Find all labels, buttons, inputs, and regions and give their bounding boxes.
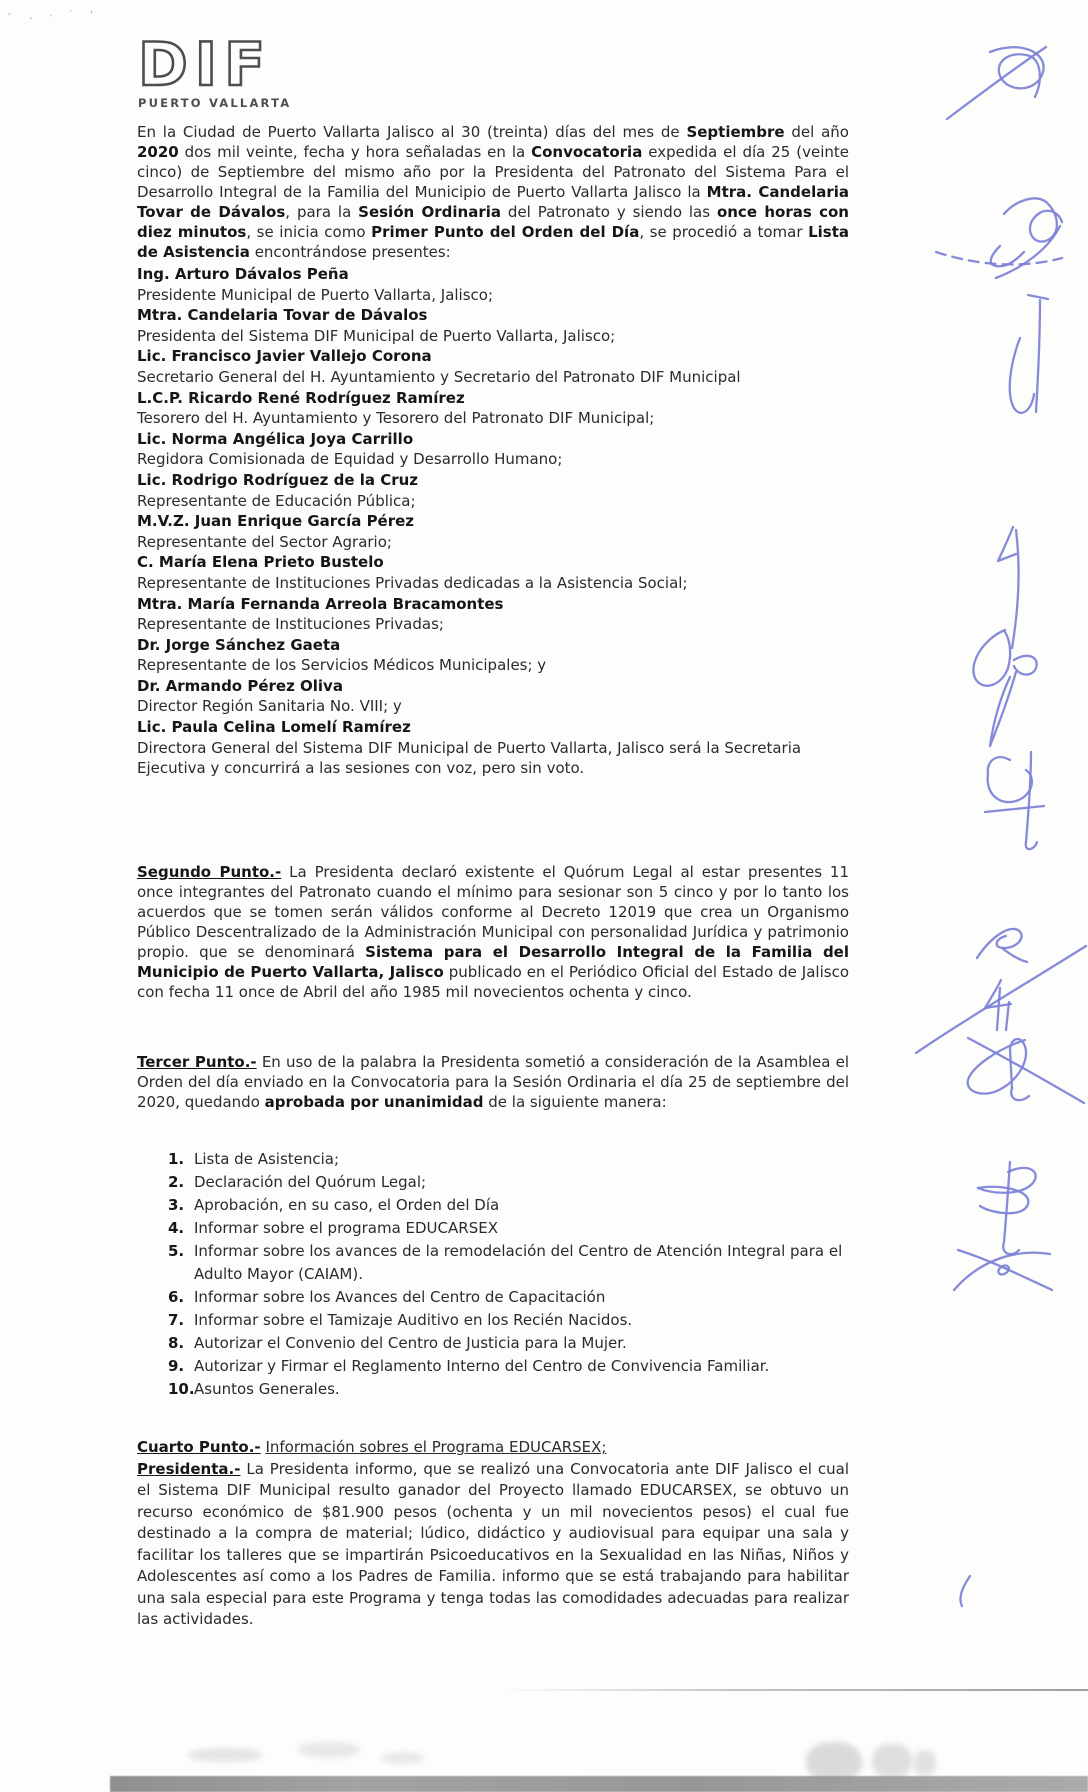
scan-artifact-line — [500, 1689, 1088, 1691]
agenda-list — [137, 1148, 849, 1401]
agenda-number: 9. — [168, 1357, 185, 1375]
agenda-item — [168, 1309, 849, 1332]
attendee-name: Ing. Arturo Dávalos Peña — [137, 265, 349, 283]
signature-ink-3b — [1036, 300, 1040, 412]
signature-ink-1 — [947, 47, 1046, 119]
pen-corner-marks: ″ , . · , — [7, 3, 101, 24]
agenda-item — [168, 1332, 849, 1355]
signature-ink-slash-2 — [968, 1038, 1084, 1103]
agenda-text: Aprobación, en su caso, el Orden del Día — [194, 1196, 500, 1214]
signature-ink-8b — [1011, 1088, 1029, 1100]
agenda-item — [168, 1286, 849, 1309]
agenda-number: 4. — [168, 1219, 185, 1237]
signature-ink-1b — [990, 47, 1044, 97]
attendee-entry — [137, 346, 849, 387]
fourth-point-paragraph: Cuarto Punto.- Información sobres el Programa EDUCARSEX; Presidenta.- La Presidenta informo, que se realizó una Convocatoria ante DIF Jalisco el cual el Sistema DIF Municipal resulto ganador del Proyecto llamado EDUCARSEX, se obtuvo un recurso económico de $81.900 pesos (ochenta y un mil novecientos pesos) el cual fue destinado a la compra de material; lúdico, didáctico y audiovisual para equipar una sala y facilitar los talleres que se impartirán Psicoeducativos en la Sexualidad en las Niñas, Niños y Adolescentes así como a los Padres de Familia. informo que se está trabajando para habilitar una sala especial para este Programa y tenga todas las comodidades adecuadas para realizar las actividades. — [137, 1438, 849, 1628]
agenda-item — [168, 1240, 849, 1286]
attendee-role: Representante de los Servicios Médicos Municipales; y — [137, 656, 547, 675]
attendee-entry — [137, 717, 849, 779]
signature-ink-2d — [936, 252, 1062, 264]
attendee-name: Dr. Jorge Sánchez Gaeta — [137, 635, 341, 654]
agenda-number: 3. — [168, 1196, 185, 1214]
agenda-text: Autorizar el Convenio del Centro de Justicia para la Mujer. — [194, 1334, 627, 1352]
attendee-entry — [137, 635, 849, 676]
attendee-name: L.C.P. Ricardo René Rodríguez Ramírez — [137, 388, 465, 407]
third-point-paragraph: Tercer Punto.- En uso de la palabra la Presidenta sometió a consideración de la Asamblea el Orden del día enviado en la Convocatoria para la Sesión Ordinaria el día 25 de septiembre del 2020, quedando aprobada por unanimidad de la siguiente manera: — [137, 1053, 849, 1111]
attendee-name: Dr. Armando Pérez Oliva — [137, 676, 343, 695]
second-point-paragraph: Segundo Punto.- La Presidenta declaró existente el Quórum Legal al estar presentes 11 once integrantes del Patronato cuando el mínimo para sesionar son 5 cinco y por lo tanto los acuerdos que se tomen serán válidos conforme al Decreto 12019 que crea un Organismo Público Descentralizado de la Administración Municipal con personalidad Jurídica y patrimonio propio. que se denominará Sistema para el Desarrollo Integral de la Familia del Municipio de Puerto Vallarta, Jalisco publicado en el Periódico Oficial del Estado de Jalisco con fecha 11 once de Abril del año 1985 mil novecientos ochenta y cinco. — [137, 863, 849, 1001]
agenda-text: Asuntos Generales. — [194, 1380, 340, 1398]
attendee-name: Lic. Norma Angélica Joya Carrillo — [137, 429, 414, 448]
signature-ink-3c — [1010, 338, 1034, 413]
attendee-entry — [137, 552, 849, 593]
attendee-entry — [137, 264, 849, 305]
signature-ink-7 — [985, 980, 1011, 1008]
attendee-list — [137, 264, 849, 779]
signature-ink-9 — [1003, 1162, 1019, 1254]
signature-ink-3 — [1028, 295, 1048, 299]
agenda-item — [168, 1355, 849, 1378]
scan-artifact-smudge — [914, 1750, 936, 1776]
signature-ink-2c — [991, 246, 1024, 266]
signature-ink-2b — [996, 226, 1060, 278]
attendee-role: Tesorero del H. Ayuntamiento y Tesorero del Patronato DIF Municipal; — [137, 409, 655, 428]
signature-ink-11 — [960, 1576, 970, 1606]
attendee-role: Secretario General del H. Ayuntamiento y Secretario del Patronato DIF Municipal — [137, 367, 741, 386]
agenda-text: Informar sobre el programa EDUCARSEX — [194, 1219, 498, 1237]
scan-artifact-smudge — [188, 1748, 262, 1762]
attendee-name: Lic. Francisco Javier Vallejo Corona — [137, 347, 432, 366]
dif-logo-subtitle: PUERTO VALLARTA — [138, 96, 292, 110]
signature-ink-4c — [973, 630, 1010, 686]
signature-ink-5b — [1026, 752, 1037, 849]
attendee-role: Representante de Instituciones Privadas; — [137, 615, 444, 634]
signature-ink-6b — [1002, 948, 1027, 962]
attendee-name: Mtra. Candelaria Tovar de Dávalos — [137, 306, 428, 325]
signature-ink-9b — [978, 1168, 1036, 1193]
attendee-name: Lic. Rodrigo Rodríguez de la Cruz — [137, 470, 419, 489]
attendee-name: Mtra. María Fernanda Arreola Bracamontes — [137, 594, 504, 613]
attendee-role: Presidenta del Sistema DIF Municipal de Puerto Vallarta, Jalisco; — [137, 326, 616, 345]
attendee-entry — [137, 594, 849, 635]
agenda-text: Informar sobre los avances de la remodelación del Centro de Atención Integral para el Adulto Mayor (CAIAM). — [194, 1242, 843, 1283]
agenda-number: 8. — [168, 1334, 185, 1352]
agenda-item — [168, 1148, 849, 1171]
signature-ink-group — [916, 47, 1086, 1606]
attendee-role: Representante del Sector Agrario; — [137, 532, 392, 551]
agenda-number: 5. — [168, 1242, 185, 1260]
agenda-text: Lista de Asistencia; — [194, 1150, 340, 1168]
signature-ink-slash-1 — [916, 946, 1086, 1053]
signature-ink-2 — [1004, 198, 1062, 241]
attendee-entry — [137, 676, 849, 717]
attendee-role: Regidora Comisionada de Equidad y Desarrollo Humano; — [137, 450, 563, 469]
attendee-name: C. María Elena Prieto Bustelo — [137, 553, 384, 572]
attendee-role: Presidente Municipal de Puerto Vallarta, Jalisco; — [137, 285, 494, 304]
attendee-entry — [137, 388, 849, 429]
attendee-name: M.V.Z. Juan Enrique García Pérez — [137, 512, 415, 531]
attendee-role: Representante de Educación Pública; — [137, 491, 416, 510]
scan-artifact-smudge — [872, 1744, 912, 1778]
attendee-entry — [137, 305, 849, 346]
signature-ink-7c — [1006, 1002, 1009, 1030]
signature-ink-10b — [958, 1250, 1052, 1290]
signature-ink-4e — [990, 672, 1016, 746]
scan-artifact-bar — [110, 1776, 1088, 1792]
attendee-role: Director Región Sanitaria No. VIII; y — [137, 697, 402, 716]
intro-paragraph: En la Ciudad de Puerto Vallarta Jalisco al 30 (treinta) días del mes de Septiembre del año 2020 dos mil veinte, fecha y hora señaladas en la Convocatoria expedida el día 25 (veinte cinco) de Septiembre del mismo año por la Presidenta del Patronato del Sistema Para el Desarrollo Integral de la Familia del Municipio de Puerto Vallarta Jalisco la Mtra. Candelaria Tovar de Dávalos, para la Sesión Ordinaria del Patronato y siendo las once horas con diez minutos, se inicia como Primer Punto del Orden del Día, se procedió a tomar Lista de Asistencia encontrándose presentes: — [137, 123, 849, 261]
dif-logo — [138, 30, 292, 110]
agenda-number: 6. — [168, 1288, 185, 1306]
attendee-entry — [137, 511, 849, 552]
agenda-item — [168, 1194, 849, 1217]
scan-artifact-smudge — [382, 1752, 424, 1764]
signature-ink-8 — [968, 1039, 1026, 1094]
signature-ink-4 — [998, 527, 1016, 561]
attendee-entry — [137, 429, 849, 470]
signature-ink-5 — [988, 757, 1032, 802]
agenda-number: 1. — [168, 1150, 185, 1168]
agenda-text: Autorizar y Firmar el Reglamento Interno del Centro de Convivencia Familiar. — [194, 1357, 770, 1375]
attendee-role: Representante de Instituciones Privadas dedicadas a la Asistencia Social; — [137, 573, 688, 592]
agenda-number: 7. — [168, 1311, 185, 1329]
attendee-entry — [137, 470, 849, 511]
agenda-item — [168, 1171, 849, 1194]
agenda-item — [168, 1217, 849, 1240]
signature-ink-9c — [978, 1187, 1028, 1213]
agenda-text: Informar sobre los Avances del Centro de Capacitación — [194, 1288, 606, 1306]
signature-ink-10c — [998, 1265, 1009, 1274]
agenda-number: 10. — [168, 1380, 195, 1398]
signature-ink-10 — [954, 1253, 1050, 1290]
signature-ink-5c — [985, 806, 1044, 812]
scan-artifact-smudge — [298, 1742, 360, 1758]
signature-ink-4d — [1014, 656, 1037, 675]
agenda-text: Declaración del Quórum Legal; — [194, 1173, 427, 1191]
signature-ink-4b — [1012, 530, 1019, 648]
dif-logo-title: DIF — [138, 30, 273, 100]
agenda-number: 2. — [168, 1173, 185, 1191]
attendee-role: Directora General del Sistema DIF Municipal de Puerto Vallarta, Jalisco será la Secretaria Ejecutiva y concurrirá a las sesiones con voz, pero sin voto. — [137, 738, 802, 778]
signature-ink-6 — [977, 929, 1022, 958]
attendee-name: Lic. Paula Celina Lomelí Ramírez — [137, 718, 411, 737]
agenda-text: Informar sobre el Tamizaje Auditivo en los Recién Nacidos. — [194, 1311, 633, 1329]
signature-ink-7b — [997, 988, 1000, 1030]
agenda-item — [168, 1378, 849, 1401]
